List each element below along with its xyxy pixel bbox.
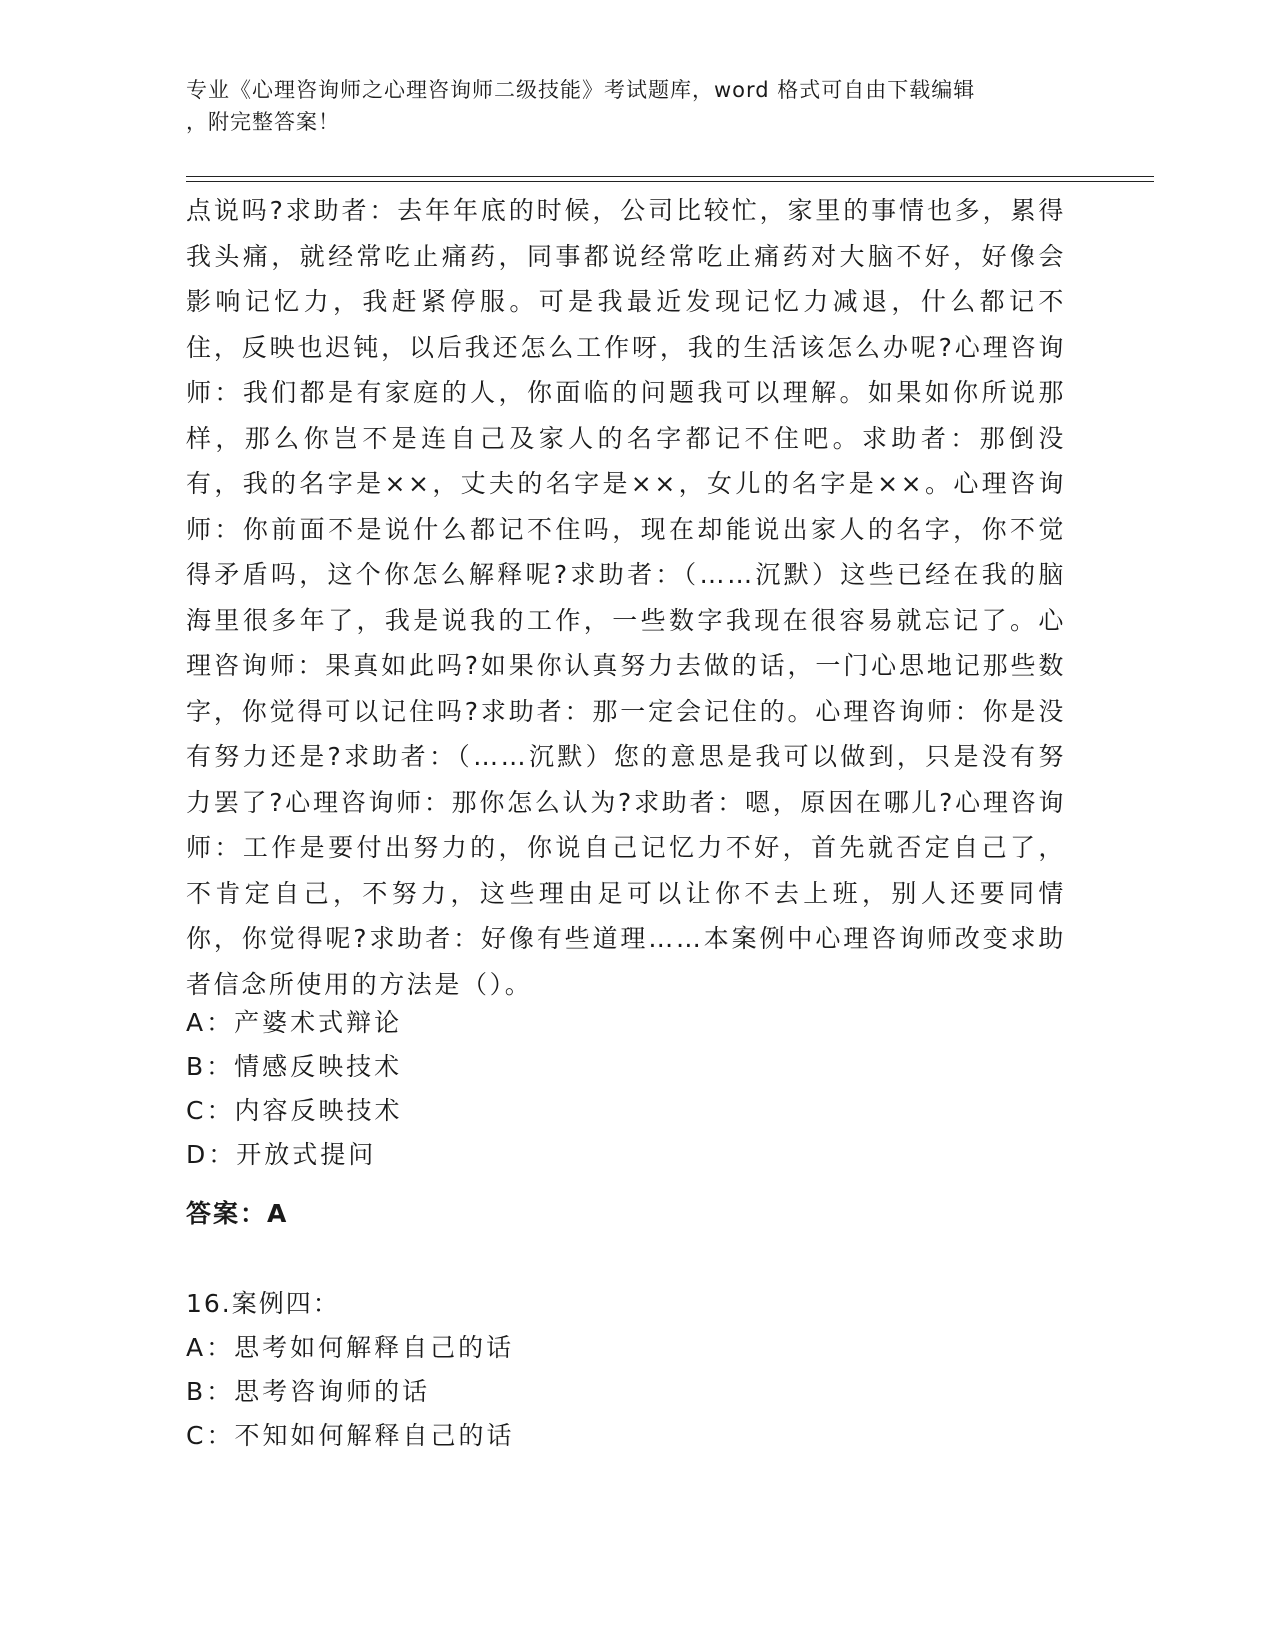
header-line-1: 专业《心理咨询师之心理咨询师二级技能》考试题库，word 格式可自由下载编辑	[186, 78, 976, 102]
question-15-answer: 答案：A	[186, 1199, 289, 1228]
question-15-option-d: D：开放式提问	[186, 1140, 377, 1169]
question-15-option-a: A：产婆术式辩论	[186, 1008, 403, 1037]
question-16-option-b: B：思考咨询师的话	[186, 1377, 431, 1406]
page-header	[186, 74, 1066, 138]
question-15-option-c: C：内容反映技术	[186, 1096, 403, 1125]
question-16-option-a: A：思考如何解释自己的话	[186, 1333, 515, 1362]
header-divider-top	[186, 176, 1154, 177]
header-divider-bottom	[186, 181, 1154, 182]
question-16-title: 16.案例四：	[186, 1289, 340, 1318]
header-line-2: ，附完整答案！	[186, 110, 340, 134]
question-16-option-c: C：不知如何解释自己的话	[186, 1421, 515, 1450]
question-15-option-b: B：情感反映技术	[186, 1052, 403, 1081]
question-15-stem: 点说吗?求助者：去年年底的时候，公司比较忙，家里的事情也多，累得我头痛，就经常吃止痛药，同事都说经常吃止痛药对大脑不好，好像会影响记忆力，我赶紧停服。可是我最近发现记忆力减退，什么都记不住，反映也迟钝，以后我还怎么工作呀，我的生活该怎么办呢?心理咨询师：我们都是有家庭的人，你面临的问题我可以理解。如果如你所说那样，那么你岂不是连自己及家人的名字都记不住吧。求助者：那倒没有，我的名字是××，丈夫的名字是××，女儿的名字是××。心理咨询师：你前面不是说什么都记不住吗，现在却能说出家人的名字，你不觉得矛盾吗，这个你怎么解释呢?求助者：（……沉默）这些已经在我的脑海里很多年了，我是说我的工作，一些数字我现在很容易就忘记了。心理咨询师：果真如此吗?如果你认真努力去做的话，一门心思地记那些数字，你觉得可以记住吗?求助者：那一定会记住的。心理咨询师：你是没有努力还是?求助者：（……沉默）您的意思是我可以做到，只是没有努力罢了?心理咨询师：那你怎么认为?求助者：嗯，原因在哪儿?心理咨询师：工作是要付出努力的，你说自己记忆力不好，首先就否定自己了，不肯定自己，不努力，这些理由足可以让你不去上班，别人还要同情你，你觉得呢?求助者：好像有些道理……本案例中心理咨询师改变求助者信念所使用的方法是（）。	[186, 196, 1066, 999]
